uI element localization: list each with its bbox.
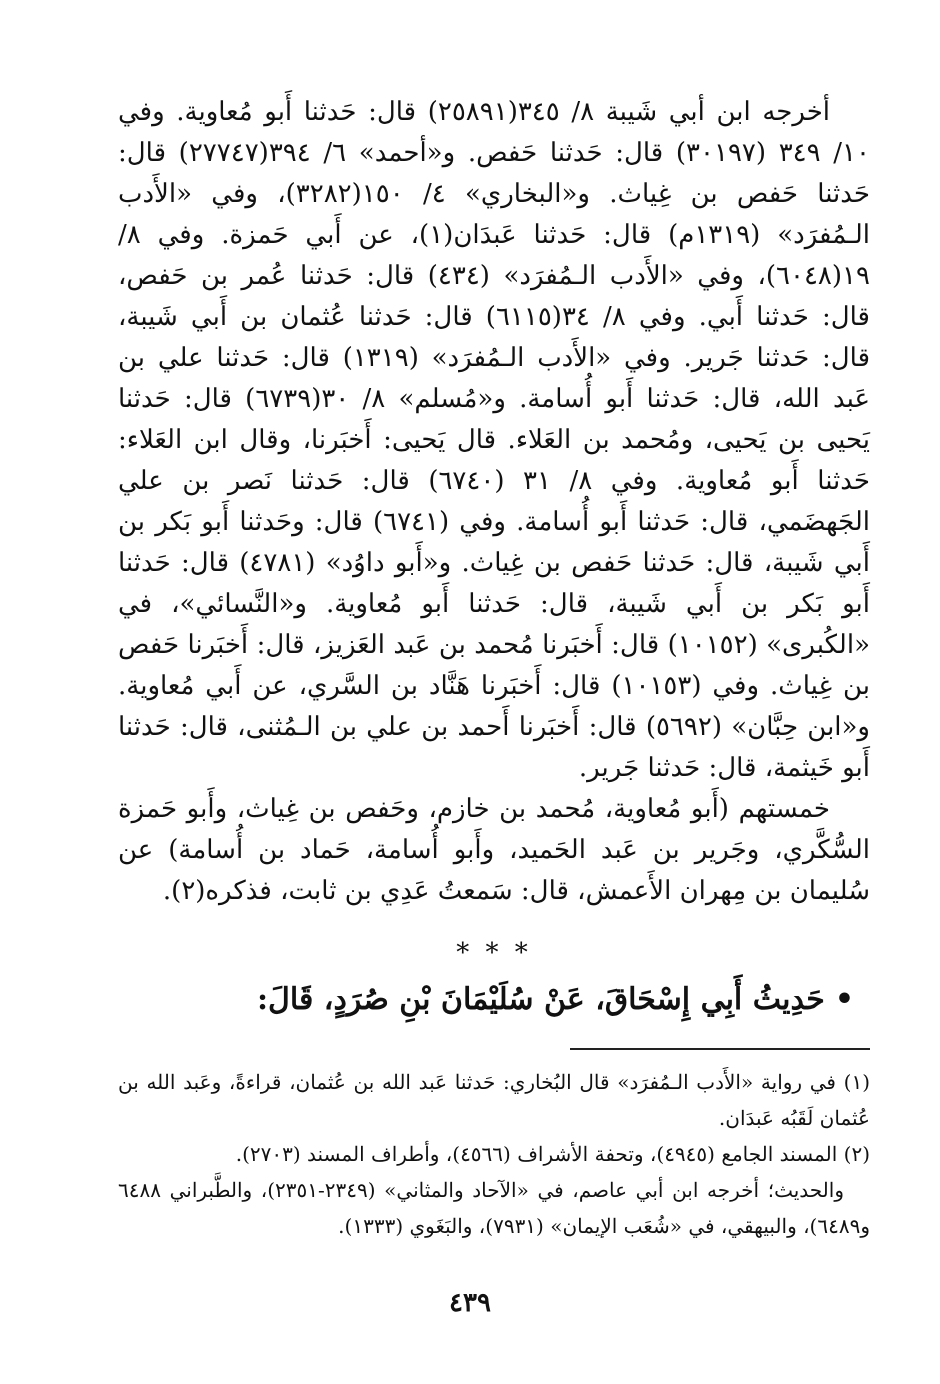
bullet-icon: •	[834, 982, 854, 1017]
footnote-1: (١) في رواية «الأَدب الـمُفرَد» قال البُخاري: حَدثنا عَبد الله بن عُثمان، قراءةً، وعَبد الله بن عُثمان لَقَبُه عَبدَان.	[118, 1070, 870, 1130]
main-text	[118, 92, 870, 912]
hadith-heading	[118, 974, 870, 1026]
footnote-2-continued: والحديث؛ أخرجه ابن أبي عاصم، في «الآحاد والمثاني» (٢٣٤٩-٢٣٥١)، والطَّبراني ٦٤٨٨ و٦٤٨٩)، والبيهقي، في «شُعَب الإيمان» (٧٩٣١)، والبَغَوي (١٣٣٣).	[118, 1178, 870, 1238]
footnotes	[118, 1064, 870, 1244]
hadith-heading-text: حَدِيثُ أَبِي إِسْحَاقَ، عَنْ سُلَيْمَانَ بْنِ صُرَدٍ، قَالَ:	[256, 982, 825, 1017]
footnote-2: (٢) المسند الجامع (٤٩٤٥)، وتحفة الأشراف (٤٥٦٦)، وأطراف المسند (٢٧٠٣).	[235, 1142, 870, 1166]
page-number: ٤٣٩	[449, 1288, 491, 1318]
book-page	[118, 92, 870, 1244]
section-separator: * * *	[456, 938, 532, 968]
paragraph-chain-summary: خمستهم (أَبو مُعاوية، مُحمد بن خازم، وحَفص بن غِياث، وأَبو حَمزة السُّكَّري، وجَرير بن عَبد الحَميد، وأَبو أُسامة، حَماد بن أُسامة) عن سُليمان بن مِهران الأَعمش، قال: سَمعتُ عَدِي بن ثابت، فذكره(٢).	[118, 794, 870, 906]
footnote-divider	[570, 1048, 870, 1050]
paragraph-takhrij: أخرجه ابن أبي شَيبة ٨/ ٣٤٥(٢٥٨٩١) قال: حَدثنا أَبو مُعاوية. وفي ١٠/ ٣٤٩ (٣٠١٩٧) قال: حَدثنا حَفص. و«أحمد» ٦/ ٣٩٤(٢٧٧٤٧) قال: حَدثنا حَفص بن غِياث. و«البخاري» ٤/ ١٥٠(٣٢٨٢)، وفي «الأَدب الـمُفرَد» (١٣١٩م) قال: حَدثنا عَبدَان(١)، عن أَبي حَمزة. وفي ٨/ ١٩(٦٠٤٨)، وفي «الأَدب الـمُفرَد» (٤٣٤) قال: حَدثنا عُمر بن حَفص، قال: حَدثنا أَبي. وفي ٨/ ٣٤(٦١١٥) قال: حَدثنا عُثمان بن أَبي شَيبة، قال: حَدثنا جَرير. وفي «الأَدب الـمُفرَد» (١٣١٩) قال: حَدثنا علي بن عَبد الله، قال: حَدثنا أَبو أُسامة. و«مُسلم» ٨/ ٣٠(٦٧٣٩) قال: حَدثنا يَحيى بن يَحيى، ومُحمد بن العَلاء. قال يَحيى: أَخبَرنا، وقال ابن العَلاء: حَدثنا أَبو مُعاوية. وفي ٨/ ٣١ (٦٧٤٠) قال: حَدثنا نَصر بن علي الجَهضَمي، قال: حَدثنا أَبو أُسامة. وفي (٦٧٤١) قال: وحَدثنا أَبو بَكر بن أَبي شَيبة، قال: حَدثنا حَفص بن غِياث. و«أَبو داوُد» (٤٧٨١) قال: حَدثنا أَبو بَكر بن أَبي شَيبة، قال: حَدثنا أَبو مُعاوية. و«النَّسائي»، في «الكُبرى» (١٠١٥٢) قال: أَخبَرنا مُحمد بن عَبد العَزيز، قال: أَخبَرنا حَفص بن غِياث. وفي (١٠١٥٣) قال: أَخبَرنا هَنَّاد بن السَّري، عن أَبي مُعاوية. و«ابن حِبَّان» (٥٦٩٢) قال: أَخبَرنا أَحمد بن علي بن الـمُثنى، قال: حَدثنا أَبو خَيثمة، قال: حَدثنا جَرير.	[118, 97, 871, 783]
